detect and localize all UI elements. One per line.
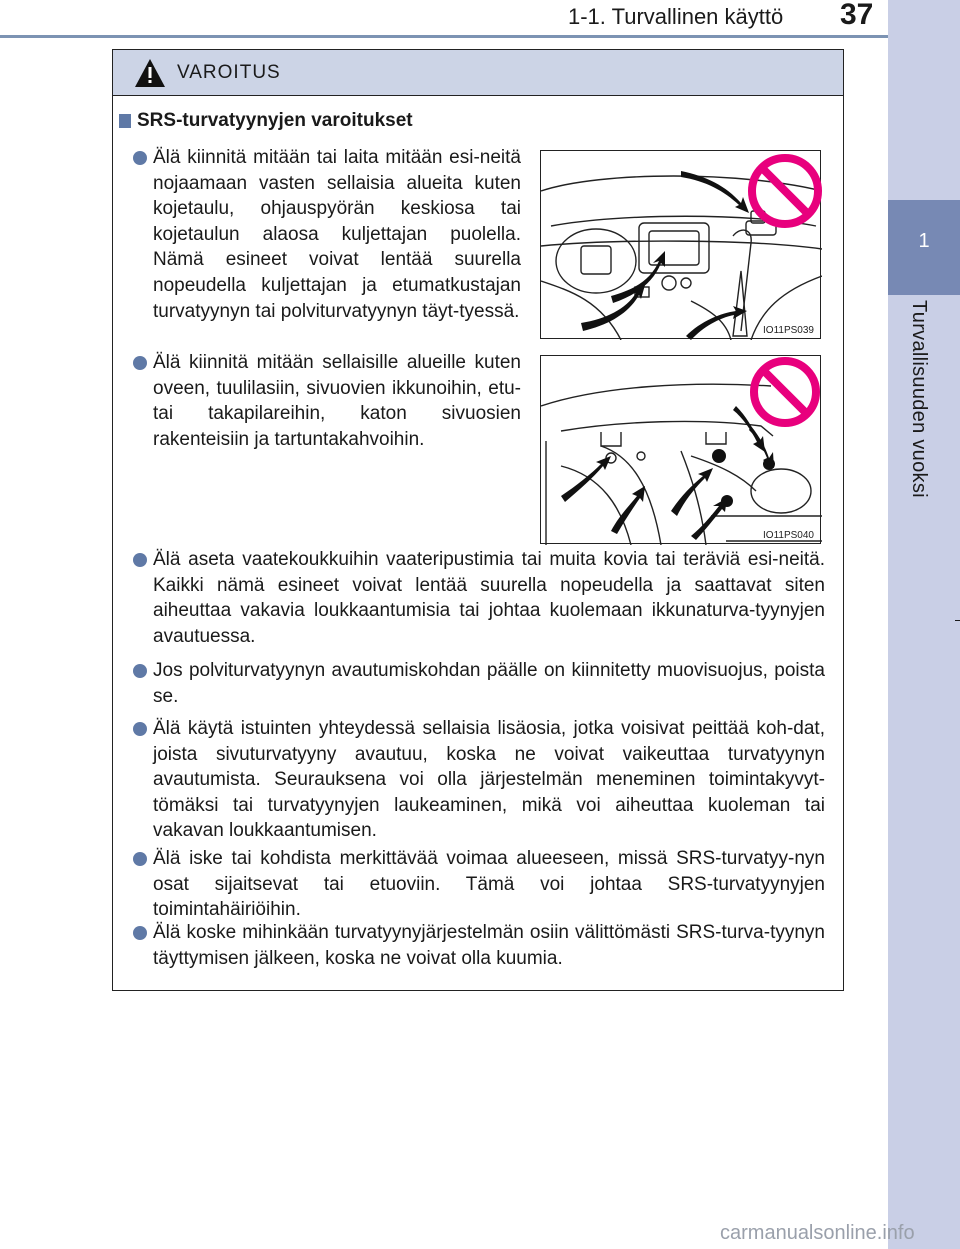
illustration-code: IO11PS040 <box>763 530 814 541</box>
warning-item <box>113 716 825 844</box>
header-rule <box>0 35 888 38</box>
warning-item-text: Älä kiinnitä mitään sellaisille alueille kuten oveen, tuulilasiin, sivuovien ikkunoihin, etu- tai takapilareihin, katon sivuosien rakenteisiin ja tartuntakahvoihin. <box>153 352 521 450</box>
cabin-drawing <box>541 356 822 545</box>
warning-item <box>113 350 521 452</box>
warning-item-text: Älä iske tai kohdista merkittävää voimaa alueeseen, missä SRS-turvatyy-nyn osat sijaitsevat tai etuoviin. Tämä voi johtaa SRS-turvatyynyjen toimintahäiriöihin. <box>153 848 825 921</box>
section-title: 1-1. Turvallinen käyttö <box>568 4 784 29</box>
warning-triangle-icon <box>133 57 167 89</box>
warning-item <box>113 547 825 649</box>
subheading-text: SRS-turvatyynyjen varoitukset <box>137 110 413 131</box>
illustration-code: IO11PS039 <box>763 325 814 336</box>
chapter-label: Turvallisuuden vuoksi <box>908 300 930 498</box>
watermark: carmanualsonline.info <box>720 1222 915 1244</box>
chapter-number: 1 <box>918 230 930 252</box>
warning-subheading <box>113 110 413 132</box>
warning-title: VAROITUS <box>177 61 281 83</box>
prohibited-icon <box>752 158 818 224</box>
bullet-dot-icon <box>133 553 147 567</box>
warning-item-text: Älä kiinnitä mitään tai laita mitään esi-neitä nojaamaan vasten sellaisia alueita kuten kojetaulu, ohjauspyörän keskiosa tai kojetaulun alaosa kuljettajan puolella. Nämä esineet voivat lentää suurella nopeudella kuljettajan ja etumatkustajan turvatyynyn tai polviturvatyynyn täyt-tyessä. <box>153 147 521 322</box>
square-bullet-icon <box>119 114 131 128</box>
bullet-dot-icon <box>133 356 147 370</box>
warning-item-text: Älä koske mihinkään turvatyynyjärjestelmän osiin välittömästi SRS-turva-tyynyn täyttymisen jälkeen, koska ne voivat olla kuumia. <box>153 922 825 969</box>
dashboard-drawing <box>541 151 822 340</box>
prohibited-icon <box>754 361 816 423</box>
dashboard-illustration <box>540 150 821 339</box>
page-number: 37 <box>840 0 874 31</box>
bullet-dot-icon <box>133 664 147 678</box>
bullet-dot-icon <box>133 151 147 165</box>
warning-item <box>113 920 825 971</box>
warning-header <box>113 50 843 96</box>
warning-item-text: Älä aseta vaatekoukkuihin vaateripustimia tai muita kovia tai teräviä esi-neitä. Kaikki nämä esineet voivat lentää suurella nopeudella ja saattavat siten aiheuttaa vakavia loukkaantumisia tai johtaa kuolemaan ikkunaturva-tyynyjen avautuessa. <box>153 549 825 647</box>
warning-item-text: Jos polviturvatyynyn avautumiskohdan päälle on kiinnitetty muovisuojus, poista se. <box>153 660 825 707</box>
warning-box <box>112 49 844 991</box>
warning-item <box>113 145 521 324</box>
cabin-illustration <box>540 355 821 544</box>
bullet-dot-icon <box>133 926 147 940</box>
side-tick-mark <box>955 620 960 621</box>
bullet-dot-icon <box>133 852 147 866</box>
warning-item <box>113 846 825 923</box>
bullet-dot-icon <box>133 722 147 736</box>
warning-item-text: Älä käytä istuinten yhteydessä sellaisia lisäosia, jotka voisivat peittää koh-dat, joista sivuturvatyyny avautuu, koska ne voivat vaikeuttaa turvatyynyn avautumista. Seurauksena voi olla järjestelmän meneminen toimintakyvyt-tömäksi tai turvatyynyjen laukeaminen, mikä voi aiheuttaa kuoleman tai vakavan loukkaantumisen. <box>153 718 825 842</box>
chapter-side-tab <box>888 0 960 1249</box>
warning-item <box>113 658 825 709</box>
